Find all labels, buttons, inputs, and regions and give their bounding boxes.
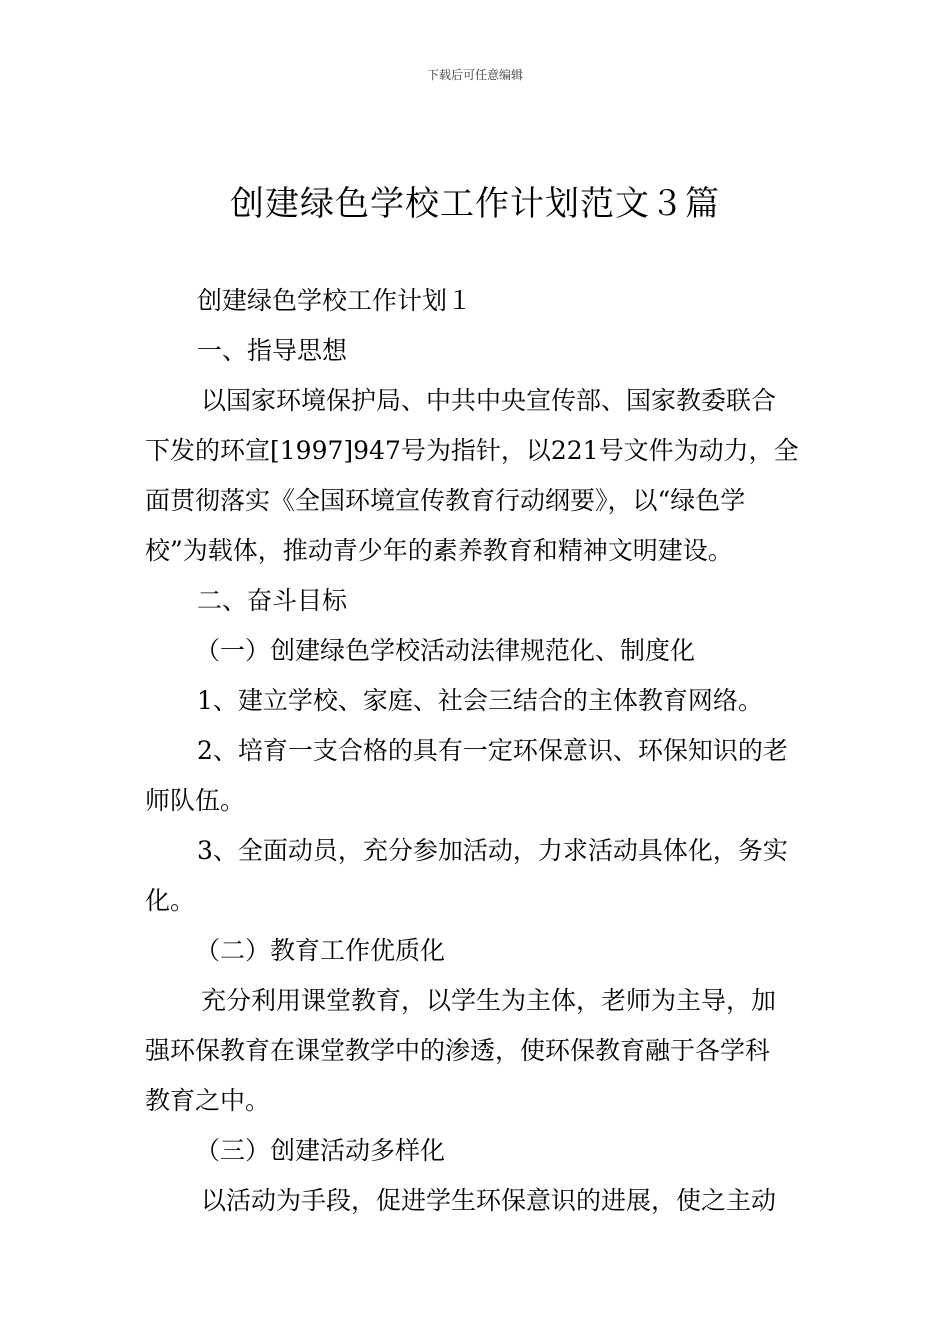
list-item: 3、全面动员，充分参加活动，力求活动具体化，务实 <box>197 836 788 865</box>
list-item: 2、培育一支合格的具有一定环保意识、环保知识的老 <box>197 736 788 765</box>
paragraph-line: 下发的环宣[1997]947号为指针，以221号文件为动力，全 <box>145 436 799 465</box>
document-title: 创建绿色学校工作计划范文３篇 <box>230 184 720 224</box>
paragraph-line: 面贯彻落实《全国环境宣传教育行动纲要》，以“绿色学 <box>145 486 746 515</box>
document-body <box>145 276 805 1226</box>
section-heading: 创建绿色学校工作计划１ <box>197 286 473 315</box>
heading-goals: 二、奋斗目标 <box>197 586 348 615</box>
list-item-continuation: 化。 <box>145 886 196 915</box>
subheading-1: （一）创建绿色学校活动法律规范化、制度化 <box>195 636 696 665</box>
subheading-3: （三）创建活动多样化 <box>195 1136 446 1165</box>
paragraph-line: 强环保教育在课堂教学中的渗透，使环保教育融于各学科 <box>145 1036 771 1065</box>
subheading-2: （二）教育工作优质化 <box>195 936 446 965</box>
paragraph-line: 校”为载体，推动青少年的素养教育和精神文明建设。 <box>145 536 733 565</box>
heading-guiding-ideology: 一、指导思想 <box>197 336 348 365</box>
paragraph-line: 以国家环境保护局、中共中央宣传部、国家教委联合 <box>201 386 777 415</box>
paragraph-line: 以活动为手段，促进学生环保意识的进展，使之主动 <box>201 1186 777 1215</box>
header-note: 下载后可任意编辑 <box>426 68 523 82</box>
list-item: 1、建立学校、家庭、社会三结合的主体教育网络。 <box>197 686 763 715</box>
paragraph-line: 教育之中。 <box>145 1086 271 1115</box>
list-item-continuation: 师队伍。 <box>145 786 246 815</box>
paragraph-line: 充分利用课堂教育，以学生为主体，老师为主导，加 <box>201 986 777 1015</box>
